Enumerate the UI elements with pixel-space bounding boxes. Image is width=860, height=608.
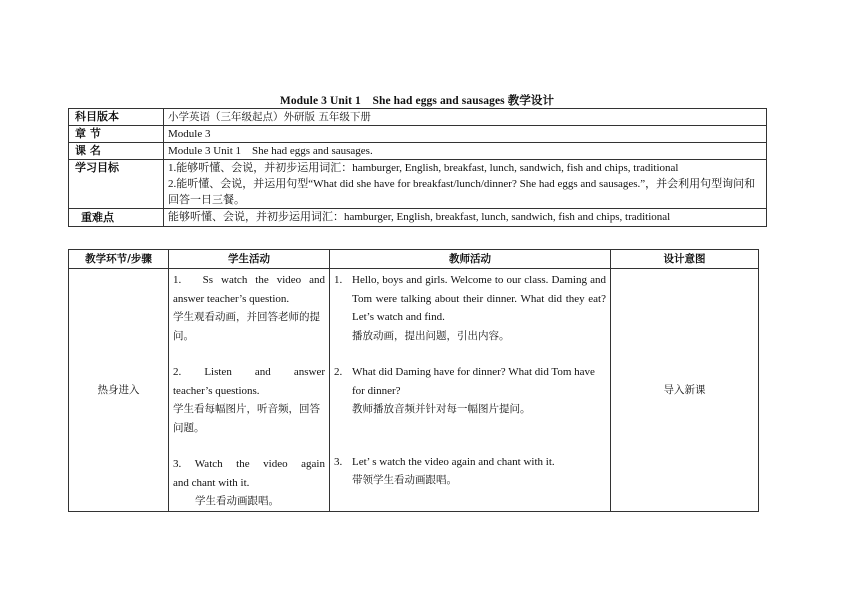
info-row — [69, 126, 767, 143]
step-number: 3. — [334, 455, 343, 468]
student-step-1-cn: 学生观看动画，并回答老师的提问。 — [173, 311, 320, 342]
header-student: 学生活动 — [169, 250, 330, 269]
header-teacher: 教师活动 — [330, 250, 611, 269]
info-label: 重难点 — [69, 209, 164, 227]
teacher-activity-cell — [330, 269, 611, 512]
info-row — [69, 160, 767, 209]
student-step-1-en: 1. Ss watch the video and answer teacher’s question. — [173, 274, 325, 305]
document-title: Module 3 Unit 1 She had eggs and sausages 教学设计 — [279, 95, 555, 107]
info-table — [68, 108, 767, 227]
info-row — [69, 209, 767, 227]
info-row — [69, 109, 767, 126]
lesson-plan-table — [68, 249, 759, 512]
teacher-step-1-en: Hello, boys and girls. Welcome to our class. Daming and Tom were talking about their dinner. What did they eat? Let’s watch and find. — [352, 274, 606, 323]
purpose-cell: 导入新课 — [611, 269, 759, 512]
student-step-3-en: 3. Watch the video again and chant with it. — [173, 458, 325, 489]
header-stage: 教学环节/步骤 — [69, 250, 169, 269]
student-step-2-en: 2. Listen and answer teacher’s questions. — [173, 366, 325, 397]
info-row — [69, 143, 767, 160]
step-number: 2. — [334, 366, 343, 378]
student-step-2-cn: 学生看每幅图片，听音频，回答问题。 — [173, 403, 320, 434]
teacher-step-2-cn: 教师播放音频并针对每一幅图片提问。 — [352, 403, 531, 415]
teacher-step-2 — [334, 363, 606, 419]
teacher-step-1-cn: 播放动画，提出问题，引出内容。 — [352, 329, 510, 342]
teacher-step-3-cn: 带领学生看动画跟唱。 — [352, 474, 457, 486]
info-value: 能够听懂、会说，并初步运用词汇：hamburger, English, breakfast, lunch, sandwich, fish and chips, traditional — [164, 209, 767, 227]
table-header-row — [69, 250, 759, 269]
info-label: 课 名 — [69, 143, 164, 160]
info-value — [164, 160, 767, 209]
objective-2: 2.能听懂、会说，并运用句型“What did she have for breakfast/lunch/dinner? She had eggs and sausages.”，并会利用句型询问和回答一日三餐。 — [168, 178, 756, 206]
teacher-step-2-en: What did Daming have for dinner? What did Tom have for dinner? — [352, 366, 595, 397]
teacher-step-3 — [334, 453, 606, 490]
student-activity-cell — [169, 269, 330, 512]
student-step-3-cn: 学生看动画跟唱。 — [195, 495, 279, 507]
step-number: 1. — [334, 274, 343, 286]
info-value: Module 3 — [164, 126, 767, 143]
info-value: 小学英语（三年级起点）外研版 五年级下册 — [164, 109, 767, 126]
teacher-step-1 — [334, 271, 606, 345]
objective-1: 1.能够听懂、会说，并初步运用词汇：hamburger, English, breakfast, lunch, sandwich, fish and chips, traditional — [168, 162, 679, 174]
info-label: 学习目标 — [69, 160, 164, 209]
info-label: 章 节 — [69, 126, 164, 143]
header-purpose: 设计意图 — [611, 250, 759, 269]
stage-cell: 热身进入 — [69, 269, 169, 512]
info-label: 科目版本 — [69, 109, 164, 126]
info-value: Module 3 Unit 1 She had eggs and sausages. — [164, 143, 767, 160]
teacher-step-3-en: Let’ s watch the video again and chant with it. — [352, 455, 555, 468]
table-row — [69, 269, 759, 512]
